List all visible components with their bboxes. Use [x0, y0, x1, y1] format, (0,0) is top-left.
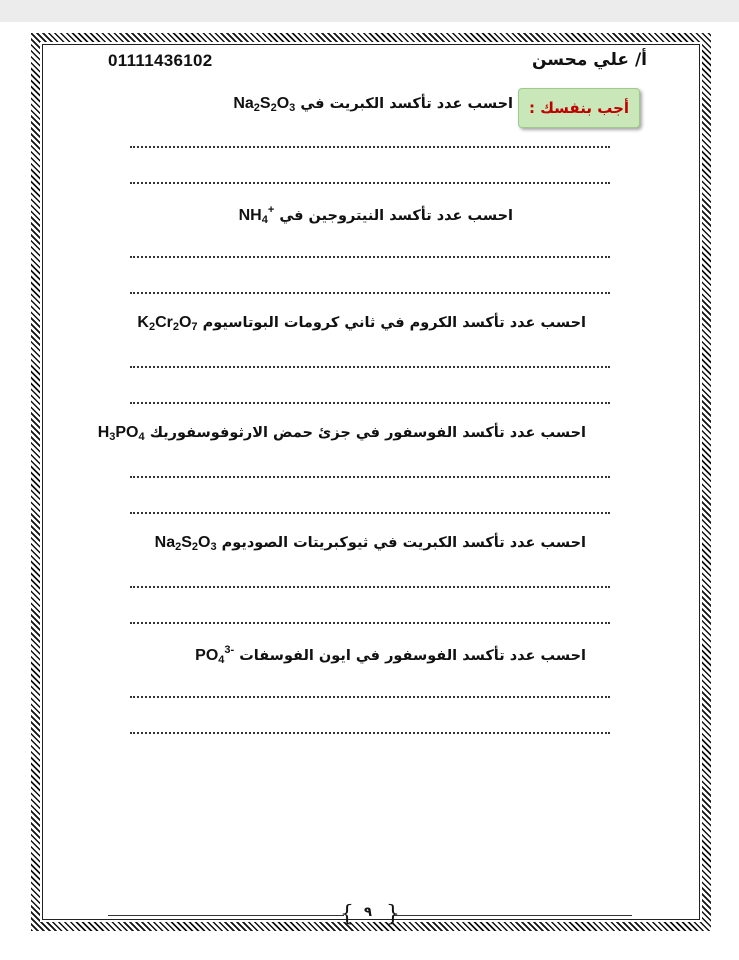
footer-rule-right: [394, 915, 632, 916]
phone-number: 01111436102: [108, 51, 213, 70]
answer-line[interactable]: [130, 512, 610, 514]
chemical-formula: $NH_4^+$: [238, 204, 275, 226]
question-1: [233, 95, 513, 114]
question-5: [155, 534, 586, 553]
badge-label: أجب بنفسك :: [528, 99, 630, 117]
answer-line[interactable]: [130, 732, 610, 734]
question-text: احسب عدد تأكسد الفوسفور في ايون الفوسفات: [239, 648, 586, 664]
chemical-formula: $H_3PO_4$: [97, 424, 145, 443]
question-6: [195, 644, 586, 666]
page-bracket-left: {: [340, 902, 354, 927]
answer-line[interactable]: [130, 292, 610, 294]
question-text: احسب عدد تأكسد النيتروجين في: [279, 208, 513, 224]
chemical-formula: $K_2Cr_2O_7$: [137, 314, 198, 333]
answer-line[interactable]: [130, 476, 610, 478]
teacher-name: أ/ علي محسن: [532, 50, 647, 70]
answer-line[interactable]: [130, 586, 610, 588]
chemical-formula: $PO_4^{3-}$: [195, 644, 235, 666]
answer-line[interactable]: [130, 256, 610, 258]
answer-yourself-badge: [518, 88, 640, 128]
footer-rule-left: [108, 915, 344, 916]
question-text: احسب عدد تأكسد الفوسفور في جزئ حمض الارثوفوسفوريك: [149, 425, 586, 441]
answer-line[interactable]: [130, 696, 610, 698]
answer-line[interactable]: [130, 366, 610, 368]
page-bracket-right: }: [386, 902, 400, 927]
page-frame: [42, 44, 700, 920]
question-text: احسب عدد تأكسد الكبريت في ثيوكبريتات الصوديوم: [221, 535, 586, 551]
question-text: احسب عدد تأكسد الكروم في ثاني كرومات البوتاسيوم: [202, 315, 586, 331]
question-2: [239, 204, 513, 226]
top-strip: [0, 0, 739, 22]
question-text: احسب عدد تأكسد الكبريت في: [300, 96, 513, 112]
answer-line[interactable]: [130, 182, 610, 184]
answer-line[interactable]: [130, 146, 610, 148]
chemical-formula: $Na_2S_2O_3$: [233, 95, 296, 114]
question-3: [137, 314, 586, 333]
question-4: [98, 424, 586, 443]
page-number: ٩: [364, 905, 372, 920]
chemical-formula: $Na_2S_2O_3$: [154, 534, 217, 553]
answer-line[interactable]: [130, 402, 610, 404]
answer-line[interactable]: [130, 622, 610, 624]
